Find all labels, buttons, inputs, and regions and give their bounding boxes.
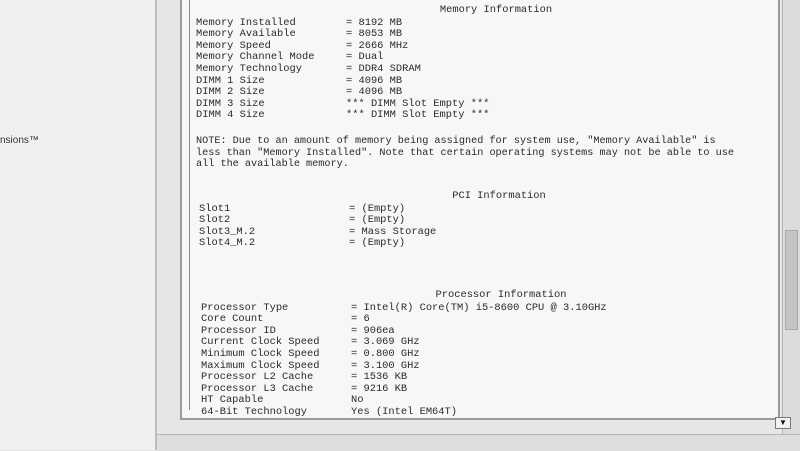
pci-slot-value: = Mass Storage [349, 225, 437, 238]
memory-label: Memory Technology [196, 62, 303, 75]
memory-value: = Dual [346, 51, 384, 64]
memory-row [196, 29, 756, 41]
processor-row [201, 314, 761, 326]
pci-information-rows [199, 204, 759, 250]
panel-inner-divider [189, 0, 190, 410]
pci-information-section [199, 191, 759, 250]
processor-label: Processor Type [201, 301, 289, 314]
processor-value: = 6 [351, 313, 370, 326]
memory-value: = DDR4 SDRAM [346, 62, 421, 75]
processor-row [201, 372, 761, 384]
left-navigation-pane [0, 0, 157, 450]
memory-information-section [196, 5, 756, 122]
pci-slot-label: Slot3_M.2 [199, 225, 256, 238]
memory-row [196, 110, 756, 122]
scrollbar-thumb[interactable] [785, 230, 798, 330]
processor-information-rows [201, 303, 761, 419]
memory-information-title: Memory Information [439, 4, 553, 16]
processor-row [201, 384, 761, 396]
processor-label: Processor ID [201, 324, 276, 337]
memory-row [196, 87, 756, 99]
memory-information-rows [196, 18, 756, 122]
memory-value: = 2666 MHz [346, 39, 409, 52]
processor-label: 64-Bit Technology [201, 405, 308, 418]
memory-value: = 8053 MB [346, 28, 403, 41]
processor-value: = 906ea [351, 324, 395, 337]
processor-label: HT Capable [201, 394, 264, 407]
pci-row [199, 215, 759, 227]
memory-label: Memory Channel Mode [196, 51, 315, 64]
memory-value: = 4096 MB [346, 86, 403, 99]
memory-note: NOTE: Due to an amount of memory being assigned for system use, "Memory Available" is less than "Memory Installed". Note that certain operating systems may not be able to use all the available memory. [196, 136, 734, 171]
pci-row [199, 227, 759, 239]
left-pane-truncated-label[interactable]: nsions™ [0, 135, 39, 146]
processor-label: Current Clock Speed [201, 336, 320, 349]
vertical-scrollbar[interactable] [782, 0, 800, 434]
memory-value: = 8192 MB [346, 16, 403, 29]
pci-slot-value: = (Empty) [349, 214, 406, 227]
processor-value: = 3.100 GHz [351, 359, 420, 372]
processor-value: = 3.069 GHz [351, 336, 420, 349]
system-information-panel [180, 0, 780, 420]
memory-label: DIMM 2 Size [196, 86, 265, 99]
scroll-down-arrow-icon[interactable]: ▼ [775, 417, 791, 429]
pci-information-title: PCI Information [452, 190, 546, 202]
processor-label: Processor L2 Cache [201, 371, 314, 384]
memory-label: Memory Speed [196, 39, 271, 52]
processor-information-title: Processor Information [435, 289, 567, 301]
pci-slot-value: = (Empty) [349, 202, 406, 215]
pci-slot-value: = (Empty) [349, 237, 406, 250]
processor-label: Maximum Clock Speed [201, 359, 320, 372]
memory-row [196, 64, 756, 76]
pci-slot-label: Slot1 [199, 202, 231, 215]
processor-information-section [201, 290, 761, 419]
memory-value: = 4096 MB [346, 74, 403, 87]
processor-value: = 1536 KB [351, 371, 408, 384]
memory-value: *** DIMM Slot Empty *** [346, 109, 490, 122]
memory-label: Memory Installed [196, 16, 296, 29]
processor-label: Minimum Clock Speed [201, 347, 320, 360]
processor-value: No [351, 394, 364, 407]
memory-row [196, 76, 756, 88]
memory-label: Memory Available [196, 28, 296, 41]
pci-row [199, 238, 759, 250]
processor-label: Core Count [201, 313, 264, 326]
memory-label: DIMM 1 Size [196, 74, 265, 87]
processor-label: Processor L3 Cache [201, 382, 314, 395]
memory-label: DIMM 4 Size [196, 109, 265, 122]
processor-row [201, 407, 761, 419]
pci-row [199, 204, 759, 216]
memory-value: *** DIMM Slot Empty *** [346, 97, 490, 110]
memory-label: DIMM 3 Size [196, 97, 265, 110]
processor-value: = 9216 KB [351, 382, 408, 395]
processor-row [201, 303, 761, 315]
processor-value: = Intel(R) Core(TM) i5-8600 CPU @ 3.10GHz [351, 301, 607, 314]
pci-slot-label: Slot2 [199, 214, 231, 227]
pci-slot-label: Slot4_M.2 [199, 237, 256, 250]
processor-value: = 0.800 GHz [351, 347, 420, 360]
bottom-status-bar [157, 434, 800, 451]
processor-value: Yes (Intel EM64T) [351, 405, 458, 418]
processor-row [201, 349, 761, 361]
